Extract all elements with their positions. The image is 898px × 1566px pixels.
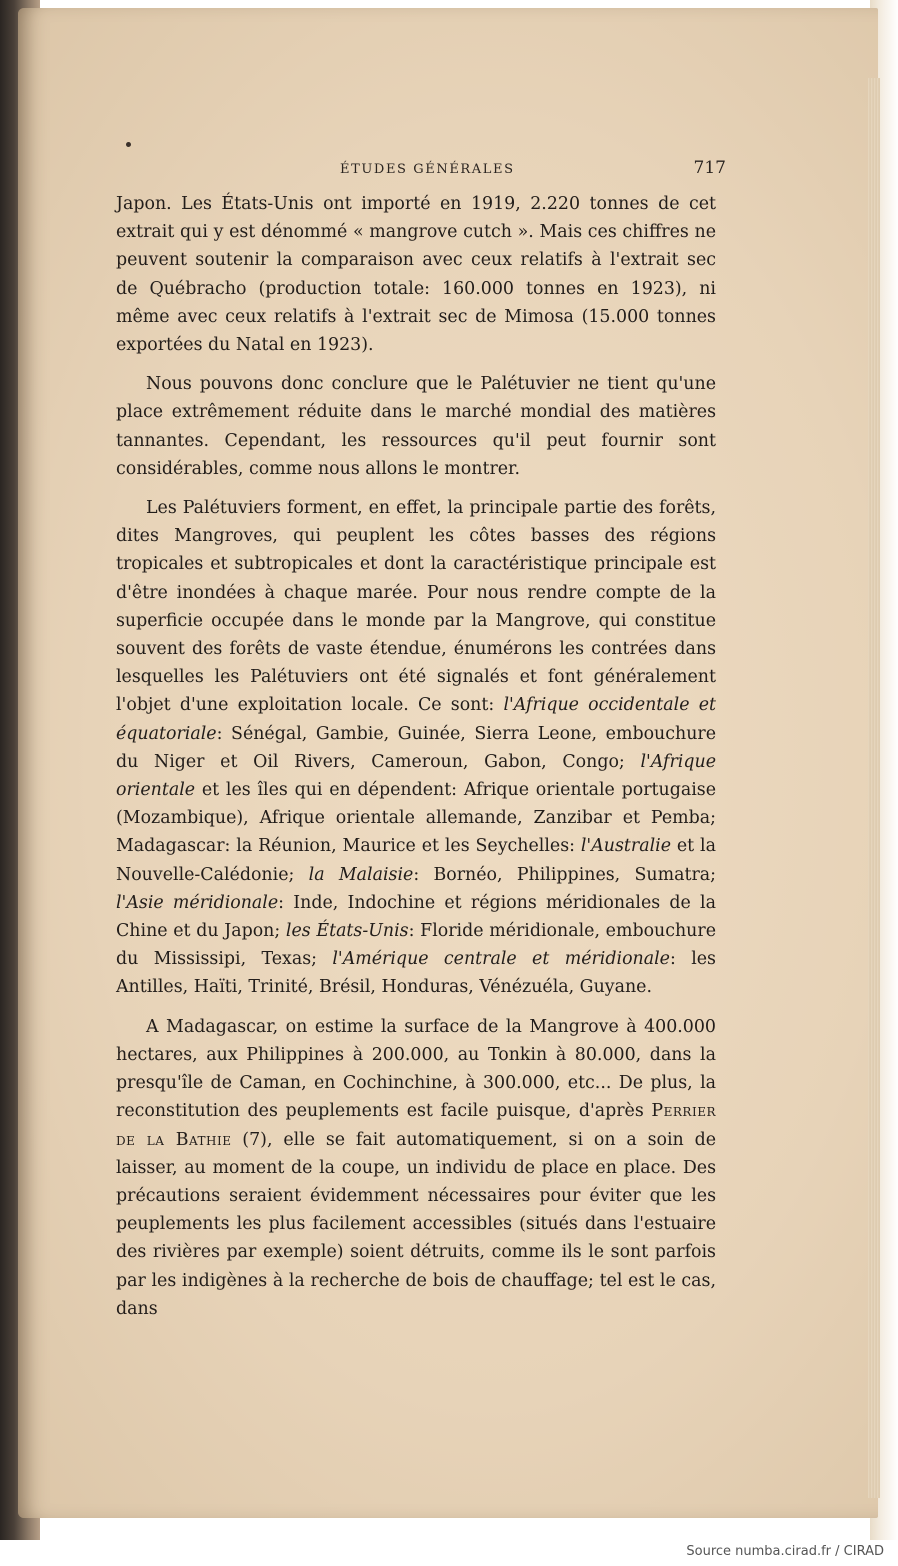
region-east-africa: l'Afrique orientale	[116, 751, 716, 801]
paragraph-3-text-3: et les îles qui en dépendent: Afrique orientale portugaise (Mozambique), Afrique orientale allemande, Zanzibar et Pemba; Madagascar: la Réunion, Maurice et les Seychelles:	[116, 780, 716, 857]
paragraph-3-text-4: et la Nouvelle-Calédonie;	[116, 836, 716, 885]
page-stack-edge	[868, 78, 880, 1498]
source-credit: Source numba.cirad.fr / CIRAD	[686, 1544, 884, 1559]
paragraph-3-text-1: Les Palétuviers forment, en effet, la principale partie des forêts, dites Mangroves, qui peuplent les côtes basses des régions tropicales et subtropicales et dont la caractéristique principale est d'être inondées à chaque marée. Pour nous rendre compte de la superficie occupée dans le monde par la Mangrove, qui constitue souvent des forêts de vaste étendue, énumérons les contrées dans lesquelles les Palétuviers ont été signalés et font généralement l'objet d'une exploitation locale. Ce sont:	[116, 498, 716, 716]
paragraph-2: Nous pouvons donc conclure que le Palétuvier ne tient qu'une place extrêmement réduite dans le marché mondial des matières tannantes. Cependant, les ressources qu'il peut fournir sont considérables, comme nous allons le montrer.	[116, 374, 716, 479]
region-australia: l'Australie	[580, 836, 671, 857]
paragraph-3-text-6: : Inde, Indochine et régions méridionales de la Chine et du Japon;	[116, 892, 716, 942]
running-header	[110, 158, 726, 182]
paragraph-4	[116, 1013, 716, 1323]
running-title: ÉTUDES GÉNÉRALES	[340, 162, 515, 177]
paragraph-3	[116, 494, 716, 1002]
paragraph-1: Japon. Les États-Unis ont importé en 1919, 2.220 tonnes de cet extrait qui y est dénommé « mangrove cutch ». Mais ces chiffres ne peuvent soutenir la comparaison avec ceux relatifs à l'extrait sec de Québracho (production totale: 160.000 tonnes en 1923), ni même avec ceux relatifs à l'extrait sec de Mimosa (15.000 tonnes exportées du Natal en 1923).	[116, 194, 716, 356]
region-united-states: les États-Unis	[285, 921, 409, 942]
author-citation: Perrier de la Bathie	[116, 1101, 716, 1150]
ink-dot-mark	[126, 142, 131, 147]
footer-bar	[0, 1540, 898, 1566]
region-latin-america: l'Amérique centrale et méridionale	[332, 949, 670, 970]
page-number: 717	[693, 158, 726, 178]
paragraph-4-text-1: A Madagascar, on estime la surface de la Mangrove à 400.000 hectares, aux Philippines à 200.000, au Tonkin à 80.000, dans la presqu'île de Caman, en Cochinchine, à 300.000, etc... De plus, la reconstitution des peuplements est facile puisque, d'après	[116, 1016, 716, 1122]
paragraph-4-text-2: (7), elle se fait automatiquement, si on a soin de laisser, au moment de la coupe, un individu de place en place. Des précautions seraient évidemment nécessaires pour éviter que les peuplements les plus facilement accessibles (situés dans l'estuaire des rivières par exemple) soient détruits, comme ils le sont parfois par les indigènes à la recherche de bois de chauffage; tel est le cas, dans	[116, 1129, 716, 1319]
body-text	[116, 190, 716, 1334]
region-west-africa: l'Afrique occidentale et équatoriale	[116, 695, 717, 744]
paragraph-3-text-5: : Bornéo, Philippines, Sumatra;	[413, 864, 717, 885]
paragraph-3-text-7: : Floride méridionale, embouchure du Mississipi, Texas;	[116, 921, 716, 970]
paragraph-3-text-8: : les Antilles, Haïti, Trinité, Brésil, Honduras, Vénézuéla, Guyane.	[116, 949, 716, 998]
region-malaysia: la Malaisie	[308, 864, 414, 885]
paragraph-3-text-2: : Sénégal, Gambie, Guinée, Sierra Leone, embouchure du Niger et Oil Rivers, Cameroun, Gabon, Congo;	[116, 723, 716, 772]
region-south-asia: l'Asie méridionale	[116, 892, 279, 913]
